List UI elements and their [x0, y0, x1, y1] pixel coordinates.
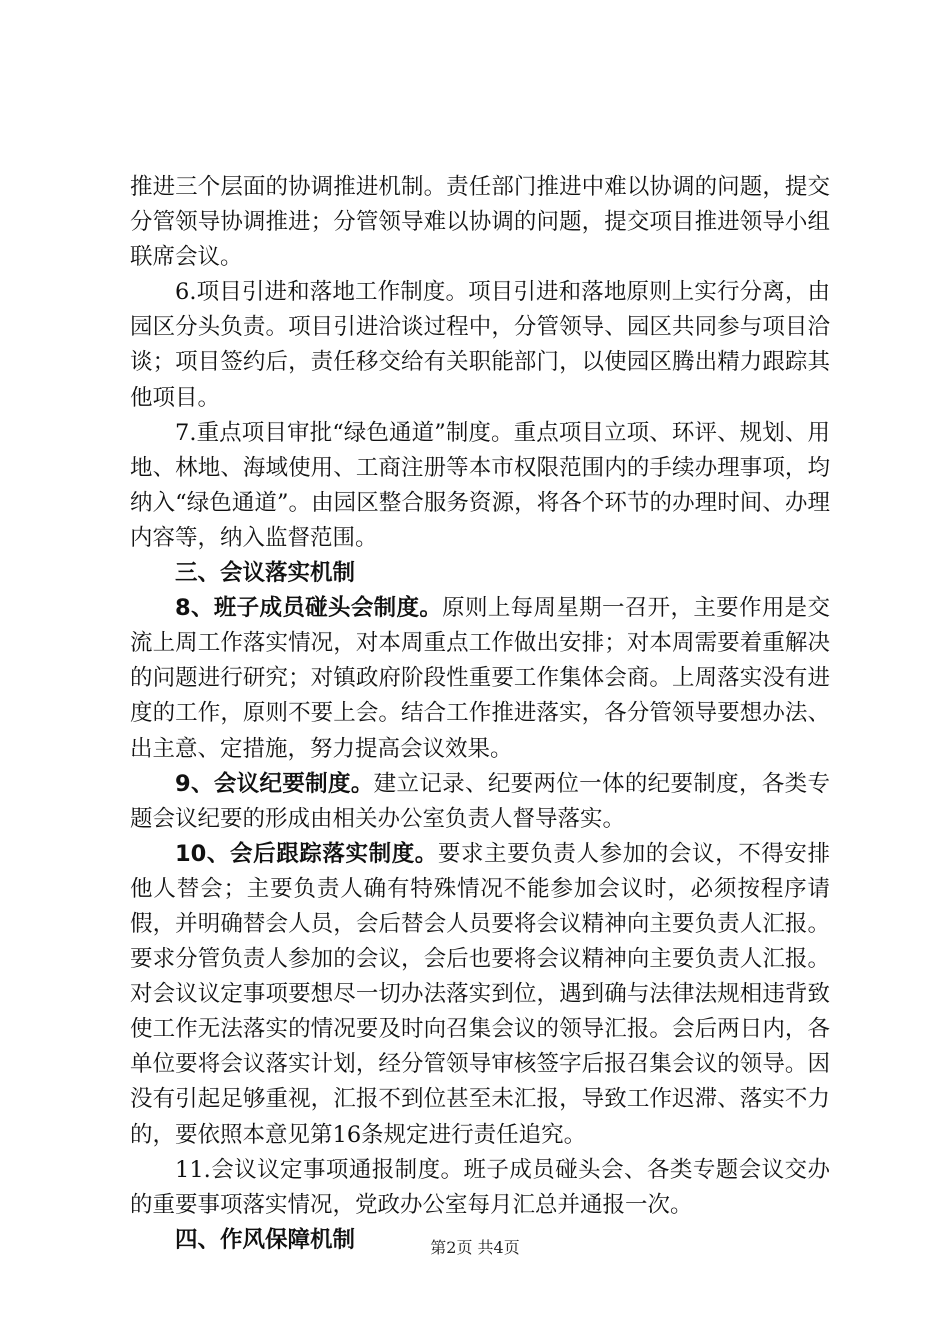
item-10-body: 要求主要负责人参加的会议，不得安排他人替会；主要负责人确有特殊情况不能参加会议时，必须按程序请假，并明确替会人员，会后替会人员要将会议精神向主要负责人汇报。要求分管负责人参加的会议，会后也要将会议精神向主要负责人汇报。对会议议定事项要想尽一切办法落实到位，遇到确与法律法规相违背致使工作无法落实的情况要及时向召集会议的领导汇报。会后两日内，各单位要将会议落实计划，经分管领导审核签字后报召集会议的领导。因没有引起足够重视，汇报不到位甚至未汇报，导致工作迟滞、落实不力的，要依照本意见第16条规定进行责任追究。: [130, 840, 830, 1148]
item-8-title: 8、班子成员碰头会制度。: [175, 595, 443, 622]
section-heading-4: 四、作风保障机制: [175, 1226, 356, 1253]
page-number-footer: 第2页 共4页: [430, 1238, 520, 1257]
paragraph-item-8: [130, 591, 830, 766]
paragraph-item-11: 11.会议议定事项通报制度。班子成员碰头会、各类专题会议交办的重要事项落实情况，党政办公室每月汇总并通报一次。: [130, 1156, 830, 1218]
document-body: [130, 170, 830, 1258]
paragraph-item-7: 7.重点项目审批“绿色通道”制度。重点项目立项、环评、规划、用地、林地、海域使用、工商注册等本市权限范围内的手续办理事项，均纳入“绿色通道”。由园区整合服务资源，将各个环节的办理时间、办理内容等，纳入监督范围。: [130, 419, 830, 551]
item-9-title: 9、会议纪要制度。: [175, 770, 374, 797]
item-10-title: 10、会后跟踪落实制度。: [175, 840, 438, 867]
paragraph-item-10: [130, 837, 830, 1153]
paragraph-item-9: [130, 767, 830, 837]
paragraph-coordination: 推进三个层面的协调推进机制。责任部门推进中难以协调的问题，提交分管领导协调推进；分管领导难以协调的问题，提交项目推进领导小组联席会议。: [130, 174, 830, 271]
item-9-body: 建立记录、纪要两位一体的纪要制度，各类专题会议纪要的形成由相关办公室负责人督导落实。: [130, 770, 830, 832]
item-8-body: 原则上每周星期一召开，主要作用是交流上周工作落实情况，对本周重点工作做出安排；对本周需要着重解决的问题进行研究；对镇政府阶段性重要工作集体会商。上周落实没有进度的工作，原则不要上会。结合工作推进落实，各分管领导要想办法、出主意、定措施，努力提高会议效果。: [130, 595, 830, 762]
section-heading-3: 三、会议落实机制: [175, 560, 356, 587]
paragraph-item-6: 6.项目引进和落地工作制度。项目引进和落地原则上实行分离，由园区分头负责。项目引进洽谈过程中，分管领导、园区共同参与项目洽谈；项目签约后，责任移交给有关职能部门，以使园区腾出精力跟踪其他项目。: [130, 279, 830, 411]
